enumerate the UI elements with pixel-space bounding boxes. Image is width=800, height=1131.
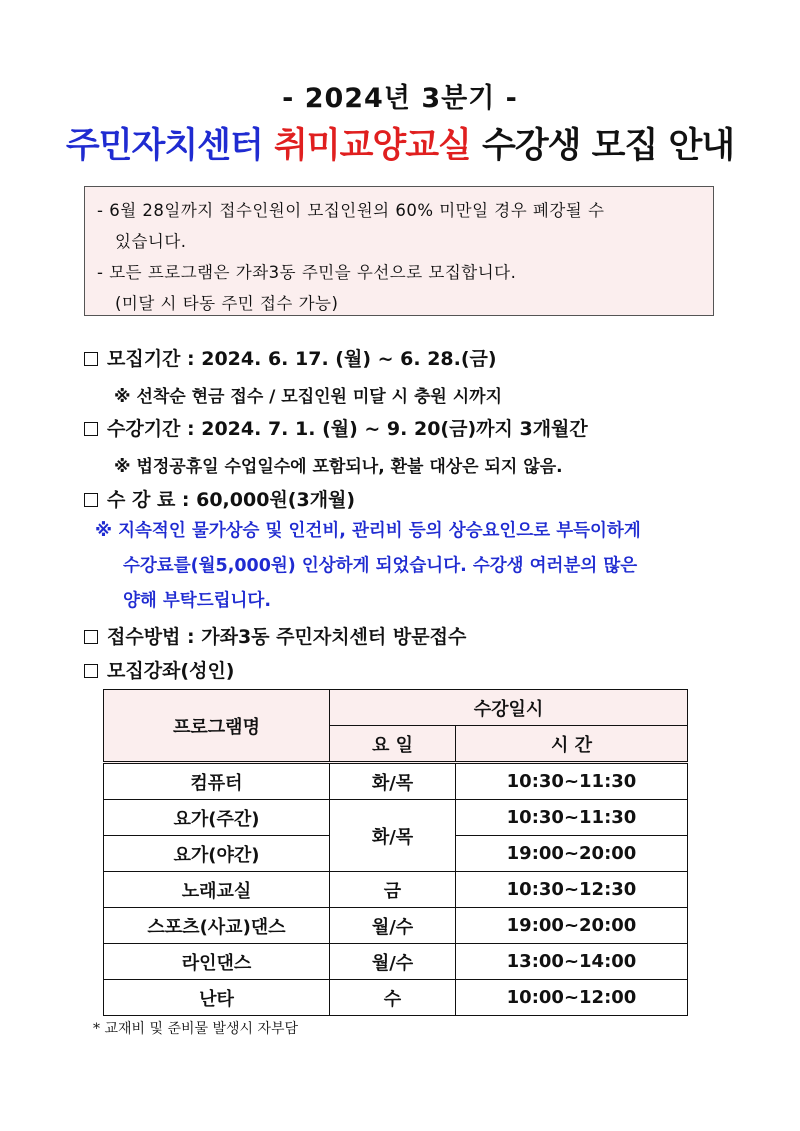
time-cell: 10:30~11:30 xyxy=(456,800,688,836)
fee-item xyxy=(84,485,355,512)
header-day: 요 일 xyxy=(330,726,456,763)
time-cell: 19:00~20:00 xyxy=(456,836,688,872)
day-cell: 수 xyxy=(330,980,456,1016)
table-row xyxy=(104,872,688,908)
course-schedule-table xyxy=(103,689,688,1016)
courses-heading-text: 모집강좌(성인) xyxy=(107,660,235,682)
checkbox-square-icon xyxy=(84,352,98,366)
day-cell: 화/목 xyxy=(330,763,456,800)
table-header-row xyxy=(104,690,688,726)
time-cell: 19:00~20:00 xyxy=(456,908,688,944)
program-cell: 요가(주간) xyxy=(104,800,330,836)
table-row xyxy=(104,800,688,836)
fee-warning-line-3: 양해 부탁드립니다. xyxy=(123,591,271,611)
notice-line-3: - 모든 프로그램은 가좌3동 주민을 우선으로 모집합니다. xyxy=(97,263,517,282)
checkbox-square-icon xyxy=(84,630,98,644)
notice-box xyxy=(84,186,714,316)
title-part-center: 주민자치센터 xyxy=(65,126,263,166)
notice-line-4: (미달 시 타동 주민 접수 가능) xyxy=(115,294,339,313)
program-cell: 난타 xyxy=(104,980,330,1016)
recruit-period-text: 모집기간 : 2024. 6. 17. (월) ~ 6. 28.(금) xyxy=(107,348,497,370)
footnote: * 교재비 및 준비물 발생시 자부담 xyxy=(93,1021,299,1037)
fee-warning-line-2: 수강료를(월5,000원) 인상하게 되었습니다. 수강생 여러분의 많은 xyxy=(123,556,638,576)
time-cell: 13:00~14:00 xyxy=(456,944,688,980)
program-cell: 스포츠(사교)댄스 xyxy=(104,908,330,944)
header-schedule: 수강일시 xyxy=(330,690,688,726)
table-row xyxy=(104,763,688,800)
day-cell: 금 xyxy=(330,872,456,908)
notice-line-1: - 6월 28일까지 접수인원이 모집인원의 60% 미만일 경우 폐강될 수 xyxy=(97,201,605,220)
fee-warning xyxy=(95,514,735,619)
day-cell: 화/목 xyxy=(330,800,456,872)
header-program: 프로그램명 xyxy=(104,690,330,763)
title-part-class: 취미교양교실 xyxy=(273,126,471,166)
table-row xyxy=(104,908,688,944)
recruit-period-item xyxy=(84,344,497,371)
fee-text: 수 강 료 : 60,000원(3개월) xyxy=(107,489,356,511)
courses-heading-item xyxy=(84,656,235,683)
checkbox-square-icon xyxy=(84,493,98,507)
time-cell: 10:00~12:00 xyxy=(456,980,688,1016)
course-period-item xyxy=(84,414,588,441)
day-cell: 월/수 xyxy=(330,944,456,980)
course-note: ※ 법정공휴일 수업일수에 포함되나, 환불 대상은 되지 않음. xyxy=(114,457,563,477)
program-cell: 요가(야간) xyxy=(104,836,330,872)
page-title xyxy=(0,118,800,168)
program-cell: 노래교실 xyxy=(104,872,330,908)
day-cell: 월/수 xyxy=(330,908,456,944)
page-subtitle: - 2024년 3분기 - xyxy=(282,83,518,114)
recruit-note: ※ 선착순 현금 접수 / 모집인원 미달 시 충원 시까지 xyxy=(114,387,503,407)
checkbox-square-icon xyxy=(84,422,98,436)
program-cell: 라인댄스 xyxy=(104,944,330,980)
course-period-text: 수강기간 : 2024. 7. 1. (월) ~ 9. 20(금)까지 3개월간 xyxy=(107,418,588,440)
program-cell: 컴퓨터 xyxy=(104,763,330,800)
time-cell: 10:30~12:30 xyxy=(456,872,688,908)
checkbox-square-icon xyxy=(84,664,98,678)
method-text: 접수방법 : 가좌3동 주민자치센터 방문접수 xyxy=(107,626,467,648)
fee-warning-line-1: ※ 지속적인 물가상승 및 인건비, 관리비 등의 상승요인으로 부득이하게 xyxy=(95,521,641,541)
header-time: 시 간 xyxy=(456,726,688,763)
method-item xyxy=(84,622,466,649)
title-part-recruit: 수강생 모집 안내 xyxy=(482,126,735,166)
notice-line-2: 있습니다. xyxy=(115,232,187,251)
table-row xyxy=(104,980,688,1016)
table-row xyxy=(104,944,688,980)
time-cell: 10:30~11:30 xyxy=(456,763,688,800)
